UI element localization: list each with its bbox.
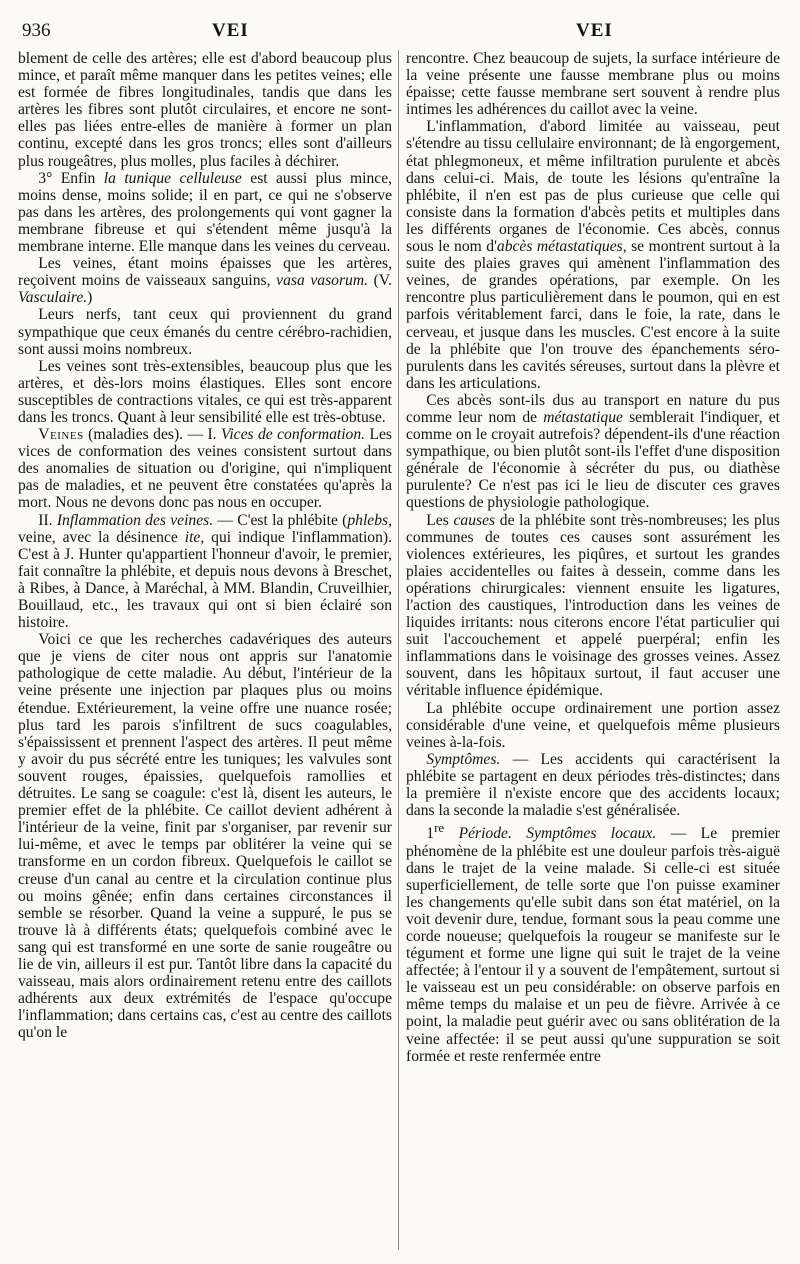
- paragraph: Voici ce que les recherches cadavériques des auteurs que je viens de citer nous ont appris sur l'anatomie pathologique de cette maladie. Au début, l'intérieur de la veine présente une injection par plaques plus ou moins étendue. Extérieurement, la veine offre une nuance rosée; plus tard les parois s'infiltrent de sucs coagulables, s'épaississent et prennent l'aspect des artères. Il peut même y avoir du pus sécrété entre les tuniques; les valvules sont souvent rouges, épaissies, quelquefois ramollies et détruites. Le sang se coagule: c'est là, disent les auteurs, le premier effet de la phlébite. Ce caillot devient adhérent à l'intérieur de la veine, finit par s'organiser, par revenir sur lui-même, et avec le temps par oblitérer la veine qui se transforme en un cordon fibreux. Quelquefois le caillot se creuse d'un canal au centre et la circulation continue plus ou moins gênée; enfin dans certaines circonstances il semble se résorber. Quand la veine a suppuré, le pus se trouve là à différents états; quelquefois combiné avec le sang qui est transformé en une sorte de sanie rougeâtre ou lie de vin, ailleurs il est pur. Tantôt libre dans la capacité du vaisseau, mais alors ordinairement retenu entre des caillots adhérents aux deux extrémités de l'espace qu'occupe l'inflammation; dans certains cas, c'est au centre des caillots qu'on le: [18, 631, 392, 1042]
- entry-heading: Veines: [38, 426, 84, 444]
- left-column: [18, 50, 392, 1250]
- column-divider: [398, 50, 399, 1250]
- paragraph: II. Inflammation des veines. — C'est la phlébite (phlebs, veine, avec la désinence ite, qui indique l'inflammation). C'est à J. Hunter qu'appartient l'honneur d'avoir, le premier, fait connaître la phlébite, et depuis nous devons à Breschet, à Ribes, à Dance, à Maréchal, à MM. Blandin, Cruveilhier, Bouillaud, etc., les travaux qui ont si bien éclairé son histoire.: [18, 511, 392, 632]
- running-header: [0, 14, 800, 44]
- running-head-left: VEI: [212, 20, 249, 41]
- paragraph: 1re Période. Symptômes locaux. — Le premier phénomène de la phlébite est une douleur parfois très-aiguë dans le trajet de la veine malade. Si celle-ci est située superficiellement, de telle sorte que l'on puisse examiner les changements qu'elle subit dans son état matériel, on la voit devenir dure, tendue, formant sous la peau comme une corde noueuse; quelquefois la rougeur se manifeste sur le tégument et forme une ligne qui suit le trajet de la veine affectée; à l'entour il y a souvent de l'empâtement, surtout si le vaisseau est un peu considérable: on observe parfois en même temps du malaise et un peu de fièvre. Arrivée à ce point, la maladie peut guérir avec ou sans oblitération de la veine affectée: il se peut aussi qu'une suppuration se soit formée et reste renfermée entre: [406, 820, 780, 1065]
- paragraph: rencontre. Chez beaucoup de sujets, la surface intérieure de la veine présente une fausse membrane plus ou moins épaisse; cette fausse membrane sert souvent à rendre plus intimes les adhérences du caillot avec la veine.: [406, 50, 780, 119]
- paragraph: 3° Enfin la tunique celluleuse est aussi plus mince, moins dense, moins solide; il en part, ce qui ne s'observe pas dans les artères, des prolongements qui vont gagner la membrane fibreuse et qui s'étendent même jusqu'à la membrane interne. Elle manque dans les veines du cerveau.: [18, 169, 392, 256]
- paragraph: L'inflammation, d'abord limitée au vaisseau, peut s'étendre au tissu cellulaire environnant; de là engorgement, état phlegmoneux, et même infiltration purulente et abcès dans celui-ci. Mais, de toute les lésions qu'entraîne la phlébite, il n'en est pas de plus curieuse que celle qui consiste dans la formation d'abcès petits et multiples dans les différents organes de l'économie. Ces abcès, connus sous le nom d'abcès métastatiques, se montrent surtout à la suite des plaies graves qui amènent l'inflammation des veines, de grandes opérations, par exemple. On les rencontre plus particulièrement dans le poumon, qui en est parfois véritablement farci, dans le foie, la rate, dans le cerveau, et jusque dans les muscles. C'est encore à la suite de la phlébite que l'on trouve des épanchements séro-purulents dans les cavités séreuses, surtout dans la plèvre et dans les articulations.: [406, 118, 780, 392]
- page-number: 936: [22, 20, 51, 41]
- paragraph: Les causes de la phlébite sont très-nombreuses; les plus communes de toutes ces causes sont assurément les violences extérieures, les piqûres, et surtout les grandes plaies accidentelles ou faites à dessein, comme dans les opérations chirurgicales: viennent ensuite les ligatures, l'action des caustiques, l'introduction dans les veines de liquides irritants: nous citerons encore l'état particulier qui suit l'accouchement et appelé puerpéral; enfin les inflammations dans le voisinage des grosses veines. Assez souvent, dans les hôpitaux surtout, il faut accuser une véritable influence épidémique.: [406, 511, 780, 700]
- running-head-right: VEI: [576, 20, 613, 41]
- paragraph: blement de celle des artères; elle est d'abord beaucoup plus mince, et paraît même manquer dans les petites veines; elle est formée de fibres longitudinales, tandis que dans les artères les fibres sont plutôt circulaires, et encore ne sont-elles pas liées entre-elles de manière à former un plan continu, excepté dans les gros troncs; elles sont d'ailleurs plus rougeâtres, plus molles, plus faciles à déchirer.: [18, 50, 392, 170]
- paragraph: Leurs nerfs, tant ceux qui proviennent du grand sympathique que ceux émanés du centre cérébro-rachidien, sont aussi moins nombreux.: [18, 306, 392, 358]
- right-column: [406, 50, 780, 1250]
- section-heading-paragraph: Veines (maladies des). — I. Vices de conformation. Les vices de conformation des veines consistent surtout dans des anomalies de situation ou d'origine, qui n'impliquent pas de maladies, et ne peuvent être constatées qu'après la mort. Nous ne devons donc pas nous en occuper.: [18, 426, 392, 512]
- paragraph: Les veines sont très-extensibles, beaucoup plus que les artères, et dès-lors moins élastiques. Elles sont encore susceptibles de contractions vitales, ce qui est très-apparent dans les troncs. Quant à leur sensibilité elle est très-obtuse.: [18, 357, 392, 426]
- paragraph: Symptômes. — Les accidents qui caractérisent la phlébite se partagent en deux périodes très-distinctes; dans la première il n'existe encore que des accidents locaux; dans la seconde la maladie s'est généralisée.: [406, 750, 780, 820]
- paragraph: Les veines, étant moins épaisses que les artères, reçoivent moins de vaisseaux sanguins, vasa vasorum. (V. Vasculaire.): [18, 255, 392, 307]
- paragraph: La phlébite occupe ordinairement une portion assez considérable d'une veine, et quelquefois même plusieurs veines à-la-fois.: [406, 699, 780, 751]
- paragraph: Ces abcès sont-ils dus au transport en nature du pus comme leur nom de métastatique semblerait l'indiquer, et comme on le croyait autrefois? dépendent-ils d'une réaction sympathique, ou bien plutôt sont-ils l'effet d'une disposition générale de l'économie à sécréter du pus, ou diathèse purulente? Ce n'est pas ici le lieu de discuter ces graves questions de physiologie pathologique.: [406, 391, 780, 512]
